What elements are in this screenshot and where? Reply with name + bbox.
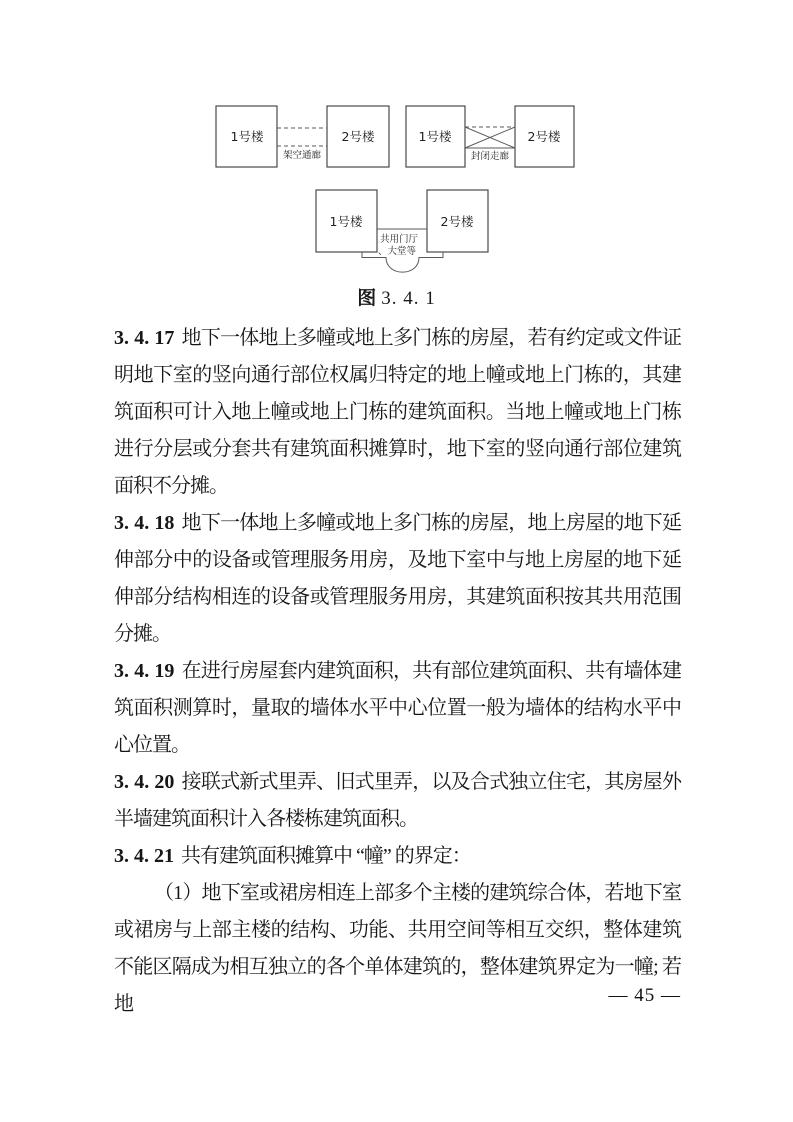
diagram-enclosed-corridor [406, 106, 574, 167]
clause-number: 3. 4. 20 [114, 771, 175, 793]
lobby-label-line2: 、大堂等 [378, 246, 417, 257]
clause-number: 3. 4. 21 [114, 845, 174, 867]
clause-text: （1）地下室或裙房相连上部多个主楼的建筑综合体，若地下室或裙房与上部主楼的结构、功能、共用空间等相互交织，整体建筑不能区隔成为相互独立的各个单体建筑的，整体建筑界定为一幢; 若地 [114, 882, 681, 1015]
elevated-corridor-label: 架空通廊 [282, 150, 322, 161]
clause-3-4-17 [114, 320, 681, 505]
building-2-label: 2号楼 [440, 214, 474, 229]
figure-caption-number: 3. 4. 1 [381, 288, 436, 309]
clause-3-4-20 [114, 764, 681, 838]
clause-text: 接联式新式里弄、旧式里弄，以及合式独立住宅，其房屋外半墙建筑面积计入各楼栋建筑面积。 [114, 771, 682, 830]
figure-caption [0, 283, 793, 310]
building-2-label: 2号楼 [341, 129, 375, 144]
page-number: — 45 — [608, 985, 681, 1006]
clause-number: 3. 4. 19 [114, 660, 175, 682]
clause-3-4-21-item-1 [114, 875, 681, 1023]
clause-number: 3. 4. 18 [114, 512, 175, 534]
figure-3-4-1-diagram [0, 0, 793, 312]
clause-3-4-19 [114, 653, 681, 764]
figure-caption-prefix: 图 [357, 288, 378, 309]
building-1-label: 1号楼 [230, 129, 264, 144]
clause-text: 在进行房屋套内建筑面积，共有部位建筑面积、共有墙体建筑面积测算时，量取的墙体水平中心位置一般为墙体的结构水平中心位置。 [114, 660, 682, 756]
enclosed-corridor-label: 封闭走廊 [470, 151, 510, 162]
clause-number: 3. 4. 17 [114, 327, 175, 349]
diagram-elevated-corridor [216, 106, 389, 167]
building-2-label: 2号楼 [527, 129, 561, 144]
building-1-label: 1号楼 [329, 214, 363, 229]
clause-text: 共有建筑面积摊算中 “幢” 的界定： [181, 845, 471, 867]
building-1-label: 1号楼 [418, 129, 452, 144]
lobby-label-line1: 共用门厅 [380, 234, 419, 245]
body-text [114, 320, 681, 1023]
clause-text: 地下一体地上多幢或地上多门栋的房屋，地上房屋的地下延伸部分中的设备或管理服务用房，及地下室中与地上房屋的地下延伸部分结构相连的设备或管理服务用房，其建筑面积按其共用范围分摊。 [114, 512, 682, 645]
clause-text: 地下一体地上多幢或地上多门栋的房屋，若有约定或文件证明地下室的竖向通行部位权属归特定的地上幢或地上门栋的，其建筑面积可计入地上幢或地上门栋的建筑面积。当地上幢或地上门栋进行分层或分套共有建筑面积摊算时，地下室的竖向通行部位建筑面积不分摊。 [114, 327, 682, 497]
clause-3-4-21 [114, 838, 681, 875]
clause-3-4-18 [114, 505, 681, 653]
diagram-shared-lobby [316, 190, 488, 272]
